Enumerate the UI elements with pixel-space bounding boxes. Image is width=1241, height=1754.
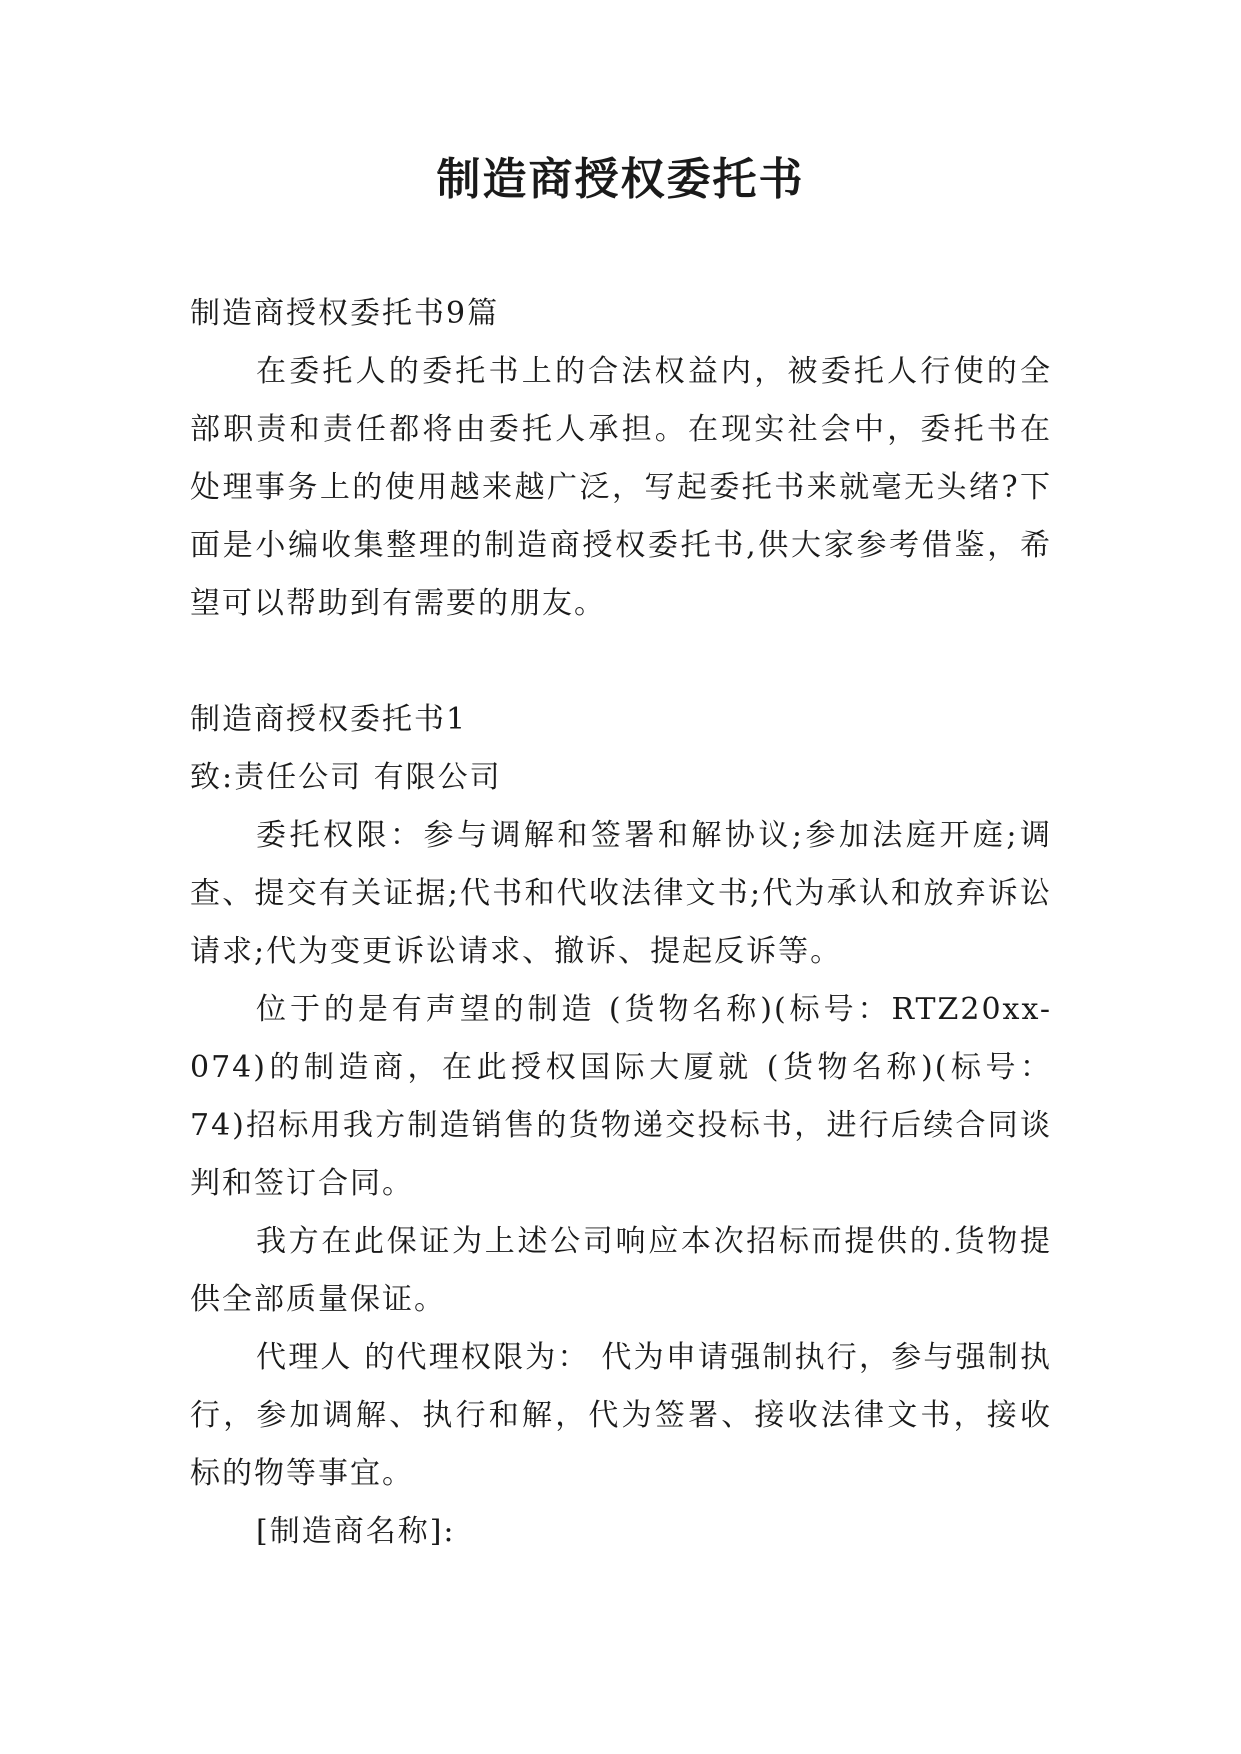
section-spacer [190,633,1052,691]
agent-authority-paragraph: 代理人 的代理权限为： 代为申请强制执行，参与强制执行，参加调解、执行和解，代为签署、接收法律文书，接收标的物等事宜。 [190,1340,1052,1491]
recipient-line: 致:责任公司 有限公司 [190,760,502,795]
manufacturer-paragraph: 位于的是有声望的制造 (货物名称)(标号：RTZ20xx-074)的制造商，在此授权国际大厦就 (货物名称)(标号： 74)招标用我方制造销售的货物递交投标书，进行后续合同谈判和签订合同。 [190,992,1052,1201]
intro-paragraph: 在委托人的委托书上的合法权益内，被委托人行使的全部职责和责任都将由委托人承担。在现实社会中，委托书在处理事务上的使用越来越广泛，写起委托书来就毫无头绪?下面是小编收集整理的制造商授权委托书,供大家参考借鉴，希望可以帮助到有需要的朋友。 [190,354,1052,621]
authority-paragraph: 委托权限：参与调解和签署和解协议;参加法庭开庭;调查、提交有关证据;代书和代收法律文书;代为承认和放弃诉讼请求;代为变更诉讼请求、撤诉、提起反诉等。 [190,818,1052,969]
document-body [190,285,1052,1561]
section-heading: 制造商授权委托书1 [190,702,468,737]
document-subtitle: 制造商授权委托书9篇 [190,296,500,331]
document-title: 制造商授权委托书 [436,154,805,205]
manufacturer-name-line: [制造商名称]: [256,1514,456,1549]
quality-guarantee-paragraph: 我方在此保证为上述公司响应本次招标而提供的.货物提供全部质量保证。 [190,1224,1052,1317]
